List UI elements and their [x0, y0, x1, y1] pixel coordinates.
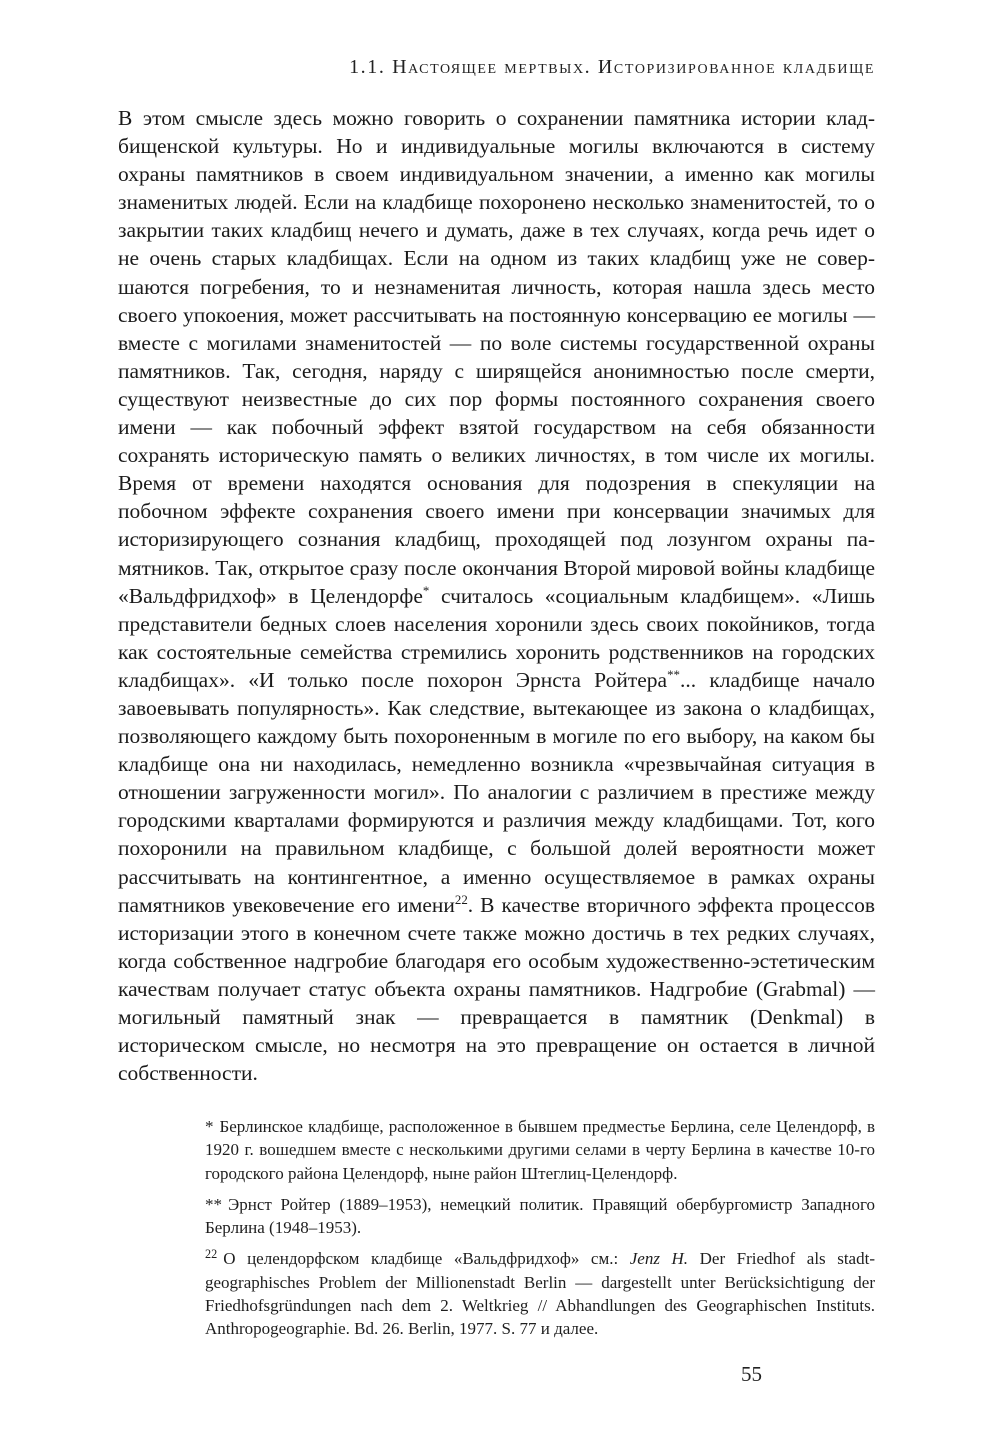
page-number: 55: [741, 1362, 762, 1386]
main-paragraph: [118, 104, 875, 1087]
text-segment-1: В этом смысле здесь можно говорить о сохранении памятника истории кладбищенской культуры. Но и индивидуальные могилы включаются в систему охраны памятников в своем индивидуальном значении, а именно как могилы знаменитых людей. Если на кладбище похоронено несколько знаменитостей, то о закрытии таких кладбищ нечего и думать, даже в тех случаях, когда речь идет о не очень старых кладбищах. Если на одном из таких кладбищ уже не совершаются погребения, то и незнаменитая личность, которая нашла здесь место своего упокоения, может рассчитывать на постоянную консервацию ее могилы — вместе с могилами знаменитостей — по воле системы государственной охраны памятников. Так, сегодня, наряду с ширящейся анонимностью после смерти, существуют неизвестные до сих пор формы постоянного сохранения своего имени — как побочный эффект взятой государством на себя обязанности сохранять историческую память о великих личностях, в том числе их могилы. Время от времени находятся основания для подозрения в спекуляции на побочном эффекте сохранения своего имени при консервации значимых для историзирующего сознания кладбищ, проходящей под лозунгом охраны памятников. Так, открытое сразу после окончания Второй мировой войны кладбище «Вальдфридхоф» в Целендорфе: [118, 106, 875, 608]
footnote-2-text: Эрнст Ройтер (1889–1953), немецкий политик. Правящий обербургомистр Западного Берлина (1948–1953).: [205, 1194, 875, 1238]
footnote-1-marker: *: [205, 1117, 214, 1136]
main-text: [118, 104, 875, 1087]
footnote-3: [205, 1247, 875, 1340]
text-segment-3: ... кладбище начало завоевывать популярность». Как следствие, вытекающее из закона о кладбищах, позволяющего каждому быть похороненным в могиле по его выбору, на каком бы кладбище она ни находилась, немедленно возникла «чрезвычайная ситуация в отношении загруженности могил». По аналогии с различием в престиже между городскими кварталами формируются и различия между кладбищами. Тот, кого похоронили на правильном кладбище, с большой долей вероятности может рассчитывать на контингентное, а именно осуществляемое в рамках охраны памятников увековечение его имени: [118, 667, 875, 917]
footnote-3-text-before: О целендорфском кладбище «Вальдфридхоф» см.:: [223, 1249, 630, 1269]
footnotes: [205, 1115, 875, 1349]
footnote-ref-22[interactable]: 22: [454, 892, 468, 907]
footnote-1: [205, 1115, 875, 1185]
footnote-3-author: Jenz H.: [629, 1249, 689, 1269]
footnote-3-text-after: Der Friedhof als stadtgeographisches Problem der Millionenstadt Berlin — dargestellt unter Berücksichtigung der Friedhofsgründungen nach dem 2. Weltkrieg // Abhandlungen des Geographischen Instituts. Anthropogeographie. Bd. 26. Berlin, 1977. S. 77 и далее.: [205, 1249, 875, 1339]
text-segment-4: . В качестве вторичного эффекта процессов историзации этого в конечном счете также можно достичь в тех редких случаях, когда собственное надгробие благодаря его особым художественно-эстетическим качествам получает статус объекта охраны памятников. Надгробие (Grabmal) — могильный памятный знак — превращается в памятник (Denkmal) в историческом смысле, но несмотря на это превращение он остается в личной собственности.: [118, 892, 875, 1086]
running-head: 1.1. Настоящее мертвых. Историзированное кладбище: [349, 56, 875, 78]
footnote-2: [205, 1193, 875, 1240]
footnote-3-marker: 22: [205, 1246, 218, 1261]
footnote-2-marker: **: [205, 1194, 222, 1214]
text-segment-2: считалось «социальным кладбищем». «Лишь представители бедных слоев населения хоронили здесь своих покойников, тогда как состоятельные семейства стремились хоронить родственников на городских кладбищах». «И только после похорон Эрнста Ройтера: [118, 583, 875, 692]
footnote-1-text: Берлинское кладбище, расположенное в бывшем предместье Берлина, селе Целендорф, в 1920 г. вошедшем вместе с несколькими другими селами в черту Берлина в качестве 10-го городского района Целендорф, ныне район Штеглиц-Целендорф.: [205, 1117, 875, 1183]
footnote-marker-single[interactable]: *: [422, 583, 430, 598]
footnote-marker-double[interactable]: **: [667, 667, 680, 682]
